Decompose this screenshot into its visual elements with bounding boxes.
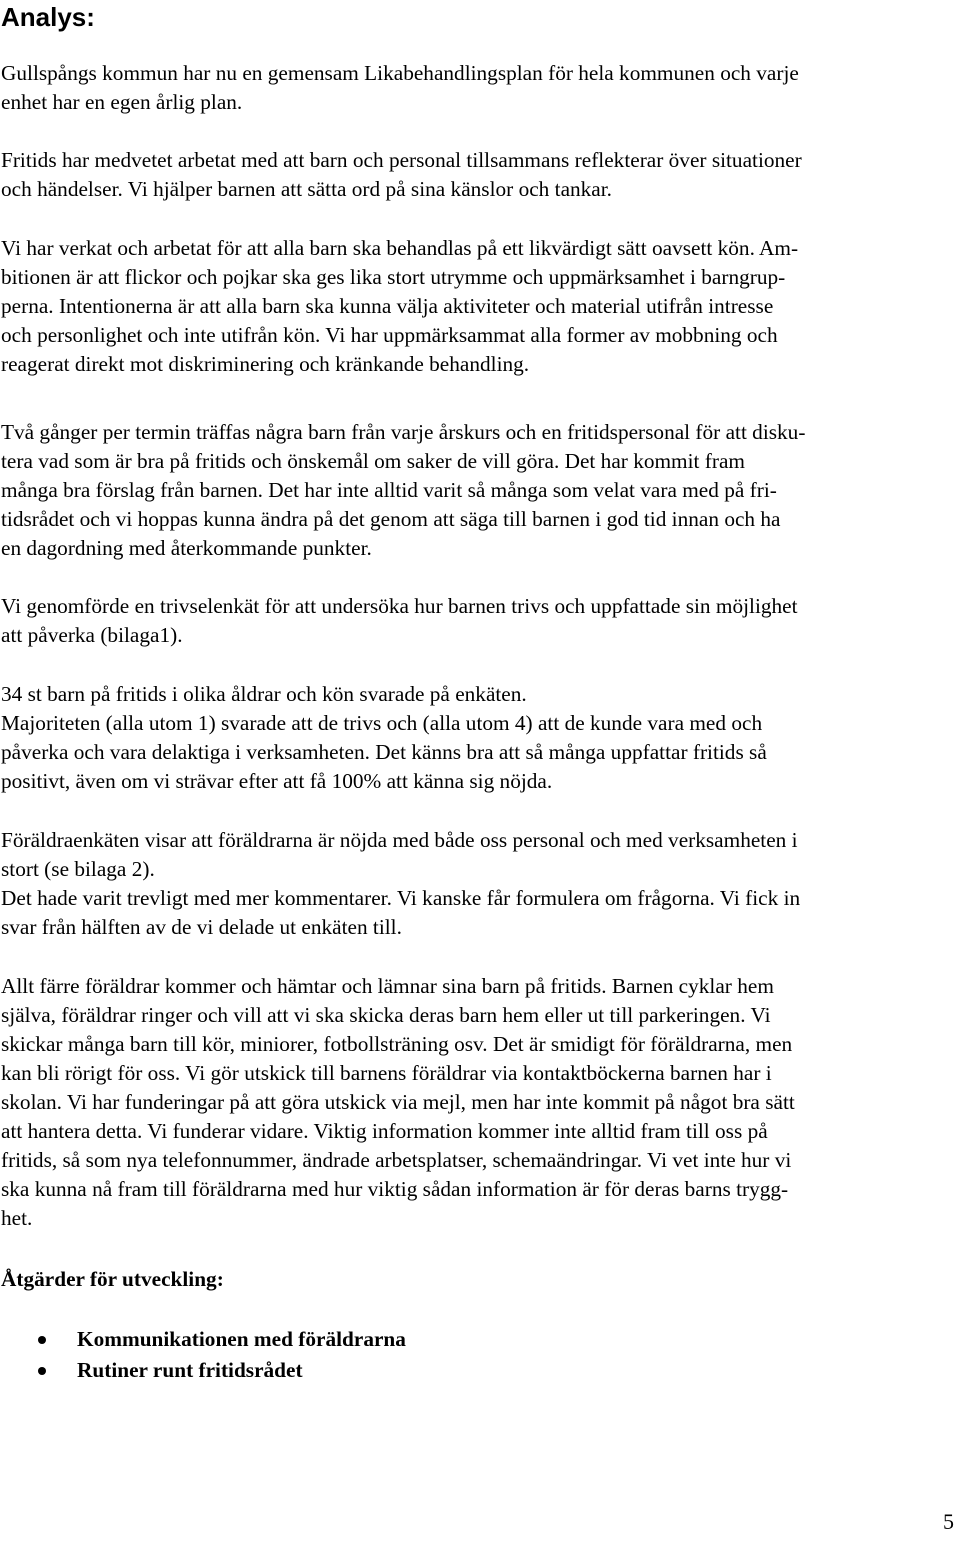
text-line: tera vad som är bra på fritids och önskemål om saker de vill göra. Det har kommit fram (1, 449, 745, 473)
list-item-label: Rutiner runt fritidsrådet (77, 1358, 303, 1382)
paragraph-fritidsradet (1, 418, 959, 563)
text-line: att påverka (bilaga1). (1, 623, 183, 647)
paragraph-foraldraenkat (1, 826, 959, 942)
text-line: Det hade varit trevligt med mer kommentarer. Vi kanske får formulera om frågorna. Vi fick in (1, 886, 801, 910)
text-line: tidsrådet och vi hoppas kunna ändra på det genom att säga till barnen i god tid innan och ha (1, 507, 781, 531)
paragraph-trivselenkat (1, 592, 959, 650)
text-line: Allt färre föräldrar kommer och hämtar och lämnar sina barn på fritids. Barnen cyklar hem (1, 974, 774, 998)
bullet-icon (38, 1336, 46, 1344)
text-line: att hantera detta. Vi funderar vidare. Viktig information kommer inte alltid fram till oss på (1, 1119, 768, 1143)
text-line: positivt, även om vi strävar efter att få 100% att känna sig nöjda. (1, 769, 553, 793)
text-line: Vi genomförde en trivselenkät för att undersöka hur barnen trivs och uppfattade sin möjlighet (1, 594, 798, 618)
text-line: stort (se bilaga 2). (1, 857, 155, 881)
text-line: het. (1, 1206, 33, 1230)
text-line: skickar många barn till kör, miniorer, fotbollsträning osv. Det är smidigt för föräldrarna, men (1, 1032, 793, 1056)
paragraph-kommunikation (1, 972, 959, 1233)
paragraph-enkatresultat (1, 680, 959, 796)
paragraph-reflektion (1, 146, 959, 204)
paragraph-likabehandlingsplan (1, 59, 959, 117)
text-line: påverka och vara delaktiga i verksamheten. Det känns bra att så många uppfattar fritids så (1, 740, 767, 764)
text-line: många bra förslag från barnen. Det har inte alltid varit så många som velat vara med på fri- (1, 478, 777, 502)
text-line: Vi har verkat och arbetat för att alla barn ska behandlas på ett likvärdigt sätt oavsett kön. Am- (1, 236, 799, 260)
text-line: skolan. Vi har funderingar på att göra utskick via mejl, men har inte kommit på något bra sätt (1, 1090, 795, 1114)
paragraph-jamstalldhet (1, 234, 959, 379)
text-line: själva, föräldrar ringer och vill att vi ska skicka deras barn hem eller ut till parkeringen. Vi (1, 1003, 771, 1027)
actions-list (0, 1324, 406, 1386)
text-line: och händelser. Vi hjälper barnen att sätta ord på sina känslor och tankar. (1, 177, 613, 201)
list-item (0, 1324, 406, 1355)
text-line: en dagordning med återkommande punkter. (1, 536, 372, 560)
text-line: Föräldraenkäten visar att föräldrarna är nöjda med både oss personal och med verksamheten i (1, 828, 798, 852)
text-line: 34 st barn på fritids i olika åldrar och kön svarade på enkäten. (1, 682, 527, 706)
page-number: 5 (943, 1509, 954, 1534)
section-heading-analys: Analys: (1, 2, 95, 32)
text-line: Fritids har medvetet arbetat med att barn och personal tillsammans reflekterar över situationer (1, 148, 802, 172)
text-line: och personlighet och inte utifrån kön. Vi har uppmärksammat alla former av mobbning och (1, 323, 778, 347)
section-heading-atgarder: Åtgärder för utveckling: (1, 1267, 224, 1291)
text-line: ska kunna nå fram till föräldrarna med hur viktig sådan information är för deras barns trygg- (1, 1177, 789, 1201)
text-line: fritids, så som nya telefonnummer, ändrade arbetsplatser, schemaändringar. Vi vet inte hur vi (1, 1148, 792, 1172)
list-item (0, 1355, 406, 1386)
list-item-label: Kommunikationen med föräldrarna (77, 1327, 406, 1351)
text-line: reagerat direkt mot diskriminering och kränkande behandling. (1, 352, 530, 376)
bullet-icon (38, 1367, 46, 1375)
text-line: Två gånger per termin träffas några barn från varje årskurs och en fritidspersonal för att disku- (1, 420, 806, 444)
text-line: Gullspångs kommun har nu en gemensam Likabehandlingsplan för hela kommunen och varje (1, 61, 799, 85)
text-line: kan bli rörigt för oss. Vi gör utskick till barnens föräldrar via kontaktböckerna barnen har i (1, 1061, 772, 1085)
text-line: perna. Intentionerna är att alla barn ska kunna välja aktiviteter och material utifrån intresse (1, 294, 774, 318)
text-line: Majoriteten (alla utom 1) svarade att de trivs och (alla utom 4) att de kunde vara med och (1, 711, 763, 735)
text-line: bitionen är att flickor och pojkar ska ges lika stort utrymme och uppmärksamhet i barngrup- (1, 265, 786, 289)
text-line: svar från hälften av de vi delade ut enkäten till. (1, 915, 402, 939)
text-line: enhet har en egen årlig plan. (1, 90, 243, 114)
